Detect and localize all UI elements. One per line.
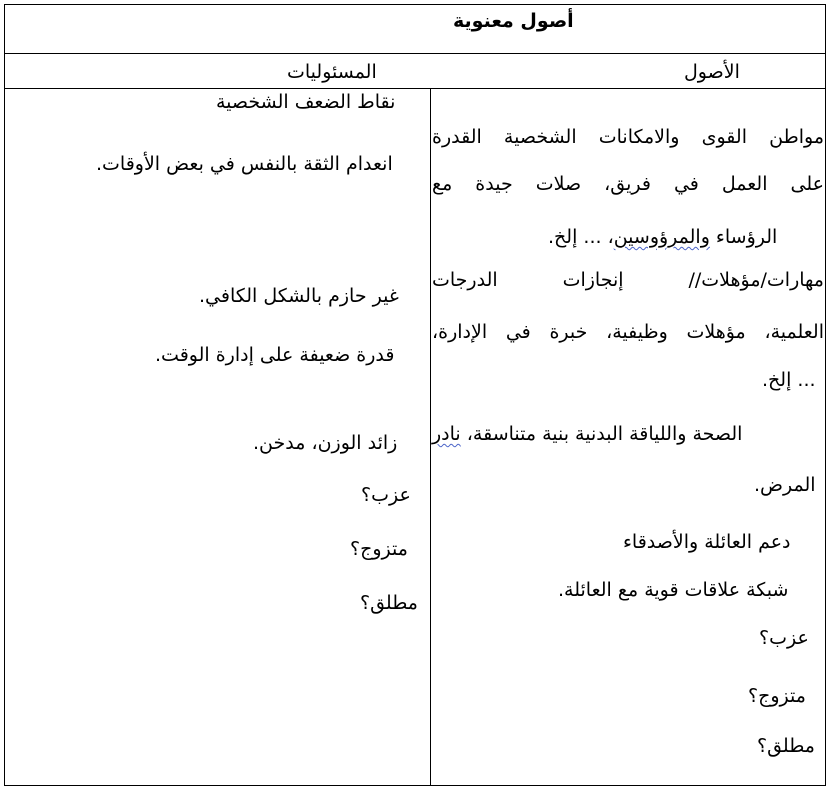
resp-weaknesses: نقاط الضعف الشخصية — [216, 91, 396, 113]
asset-strengths-line-3: الرؤساء والمرؤوسين، ... إلخ. — [548, 226, 778, 248]
resp-confidence: انعدام الثقة بالنفس في بعض الأوقات. — [96, 153, 393, 175]
resp-married: متزوج؟ — [350, 538, 408, 560]
spellcheck-mark: نادر — [432, 423, 461, 445]
table-title: أصول معنوية — [453, 10, 574, 32]
asset-skills-line-3: ... إلخ. — [762, 369, 816, 391]
asset-network: شبكة علاقات قوية مع العائلة. — [558, 579, 789, 601]
resp-divorced: مطلق؟ — [360, 592, 418, 614]
spellcheck-mark: والمرؤوسين — [613, 226, 710, 248]
title-divider — [5, 53, 825, 54]
column-divider — [430, 88, 431, 785]
asset-strengths-line-1: مواطن القوى والامكانات الشخصية القدرة — [432, 126, 824, 148]
assets-table — [4, 4, 826, 786]
resp-weight: زائد الوزن، مدخن. — [253, 432, 398, 454]
resp-decisive: غير حازم بالشكل الكافي. — [199, 285, 399, 307]
resp-time: قدرة ضعيفة على إدارة الوقت. — [155, 344, 395, 366]
asset-skills-line-1: مهارات/مؤهلات// إنجازات الدرجات — [432, 269, 824, 291]
resp-single: عزب؟ — [361, 484, 411, 506]
asset-skills-line-2: العلمية، مؤهلات وظيفية، خبرة في الإدارة، — [432, 321, 824, 343]
header-divider — [5, 88, 825, 89]
asset-health-line-2: المرض. — [754, 474, 816, 496]
asset-married: متزوج؟ — [748, 685, 806, 707]
header-assets: الأصول — [684, 61, 740, 83]
asset-support: دعم العائلة والأصدقاء — [623, 531, 791, 553]
asset-divorced: مطلق؟ — [757, 735, 815, 757]
asset-health-line-1: الصحة واللياقة البدنية بنية متناسقة، نادر — [432, 423, 743, 445]
header-responsibilities: المسئوليات — [287, 61, 377, 83]
asset-strengths-line-2: على العمل في فريق، صلات جيدة مع — [432, 173, 824, 195]
asset-single: عزب؟ — [759, 627, 809, 649]
